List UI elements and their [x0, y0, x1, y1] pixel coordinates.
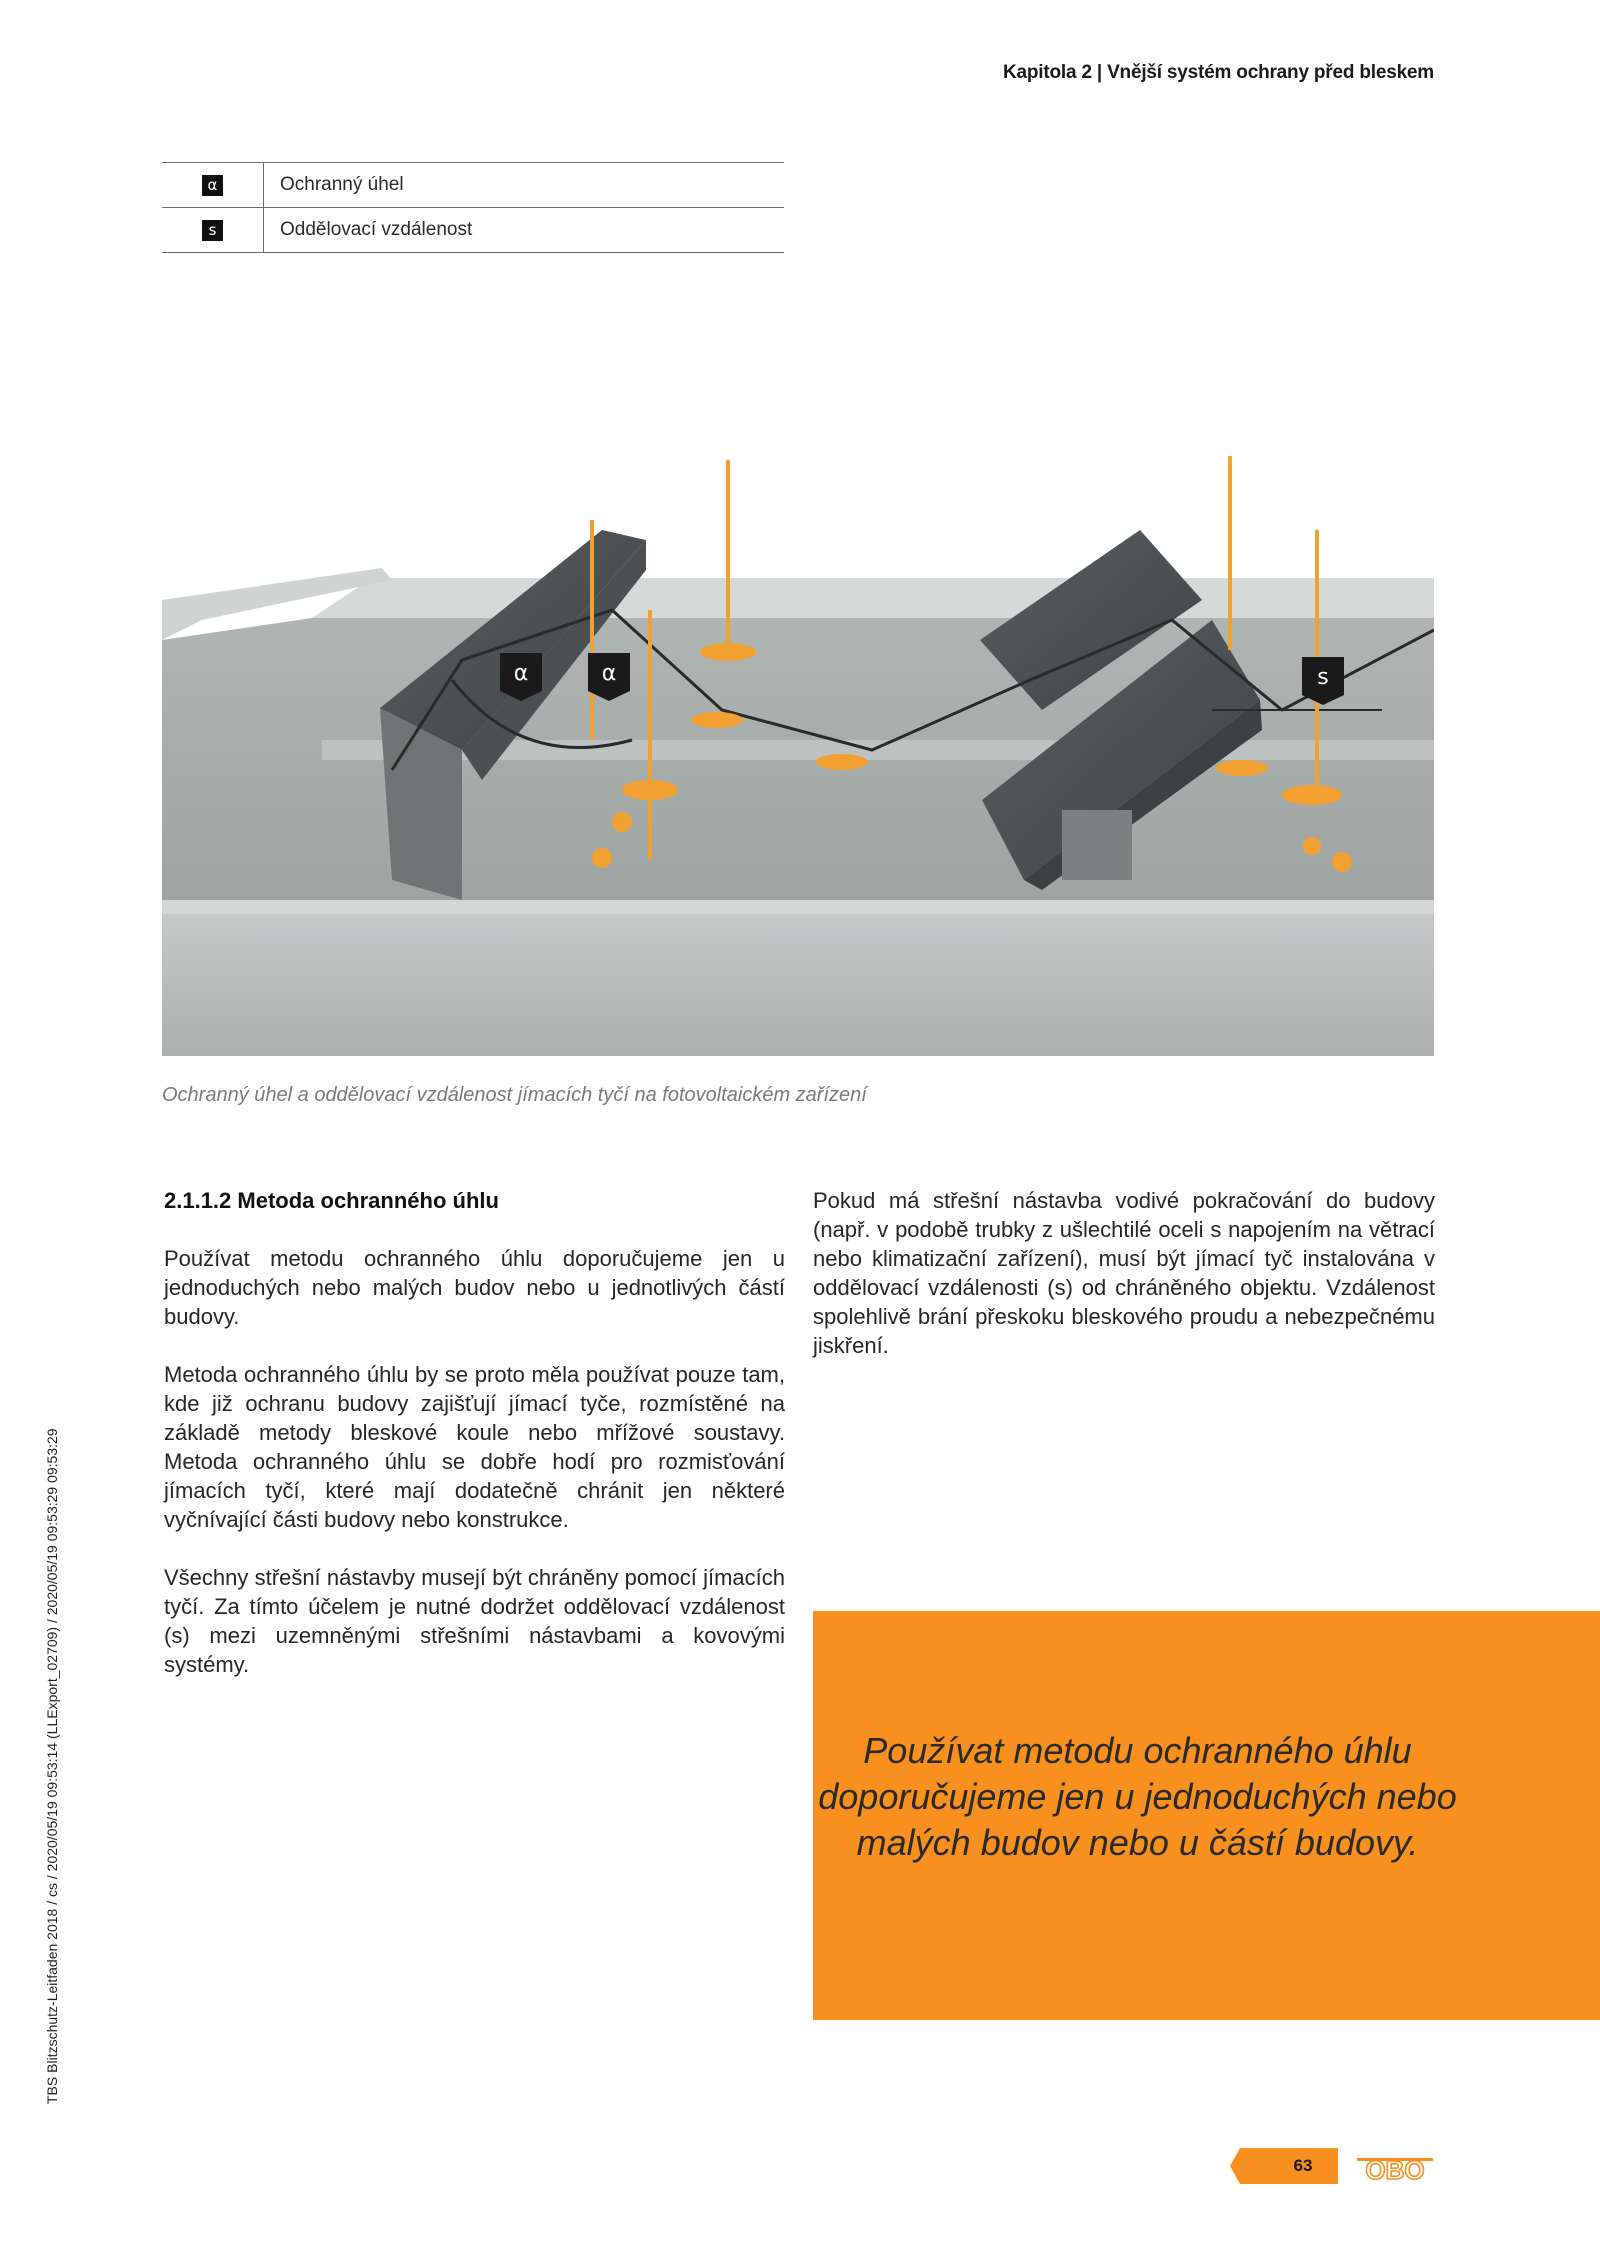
legend-label-separation-distance: Oddělovací vzdálenost	[280, 219, 473, 240]
alpha-marker-2-label: α	[601, 661, 617, 686]
highlight-quote-text: Používat metodu ochranného úhlu doporučujeme jen u jednoduchých nebo malých budov nebo u částí budovy.	[818, 1730, 1457, 1863]
obo-logo	[1357, 2148, 1433, 2182]
svg-text:OBO: OBO	[1365, 2155, 1425, 2182]
legend-label-protection-angle: Ochranný úhel	[280, 174, 404, 195]
legend-row-s	[162, 208, 784, 253]
highlight-quote-box	[813, 1611, 1600, 2020]
left-paragraph-3: Všechny střešní nástavby musejí být chráněny pomocí jímacích tyčí. Za tímto účelem je nutné dodržet oddělovací vzdálenost (s) mezi uzemněnými střešními nástavbami a kovovými systémy.	[164, 1565, 785, 1677]
alpha-symbol-icon: α	[202, 175, 223, 196]
s-marker	[1302, 657, 1344, 705]
figure-caption: Ochranný úhel a oddělovací vzdálenost jímacích tyčí na fotovoltaickém zařízení	[162, 1084, 867, 1106]
left-paragraph-1: Používat metodu ochranného úhlu doporučujeme jen u jednoduchých nebo malých budov nebo u jednotlivých částí budovy.	[164, 1246, 785, 1329]
alpha-marker-2	[588, 653, 630, 701]
page-number: 63	[1293, 2156, 1313, 2175]
pv-roof-illustration	[162, 450, 1434, 1056]
right-paragraph-1: Pokud má střešní nástavba vodivé pokračování do budovy (např. v podobě trubky z ušlechtilé oceli s napojením na větrací nebo klimatizační zařízení), musí být jímací tyč instalována v oddělovací vzdálenosti (s) od chráněného objektu. Vzdálenost spolehlivě brání přeskoku bleskového proudu a nebezpečnému jiskření.	[813, 1188, 1435, 1358]
right-column	[813, 1186, 1435, 1389]
left-column	[164, 1186, 785, 1708]
chapter-header: Kapitola 2 | Vnější systém ochrany před bleskem	[1003, 62, 1434, 83]
alpha-marker-1	[500, 653, 542, 701]
legend-table	[162, 162, 784, 253]
legend-row-alpha	[162, 163, 784, 208]
section-title: 2.1.1.2 Metoda ochranného úhlu	[164, 1188, 499, 1213]
s-marker-label: s	[1317, 665, 1329, 690]
alpha-marker-1-label: α	[513, 661, 529, 686]
sidebar-export-info: TBS Blitzschutz-Leitfaden 2018 / cs / 2020/05/19 09:53:14 (LLExport_02709) / 2020/05/19 09:53:29 09:53:29	[44, 1428, 60, 2104]
left-paragraph-2: Metoda ochranného úhlu by se proto měla používat pouze tam, kde již ochranu budovy zajišťují jímací tyče, rozmístěné na základě metody bleskové koule nebo mřížové soustavy. Metoda ochranného úhlu se dobře hodí pro rozmisťování jímacích tyčí, které mají dodatečně chránit jen některé vyčnívající části budovy nebo konstrukce.	[164, 1362, 785, 1532]
s-symbol-icon: s	[202, 220, 223, 241]
